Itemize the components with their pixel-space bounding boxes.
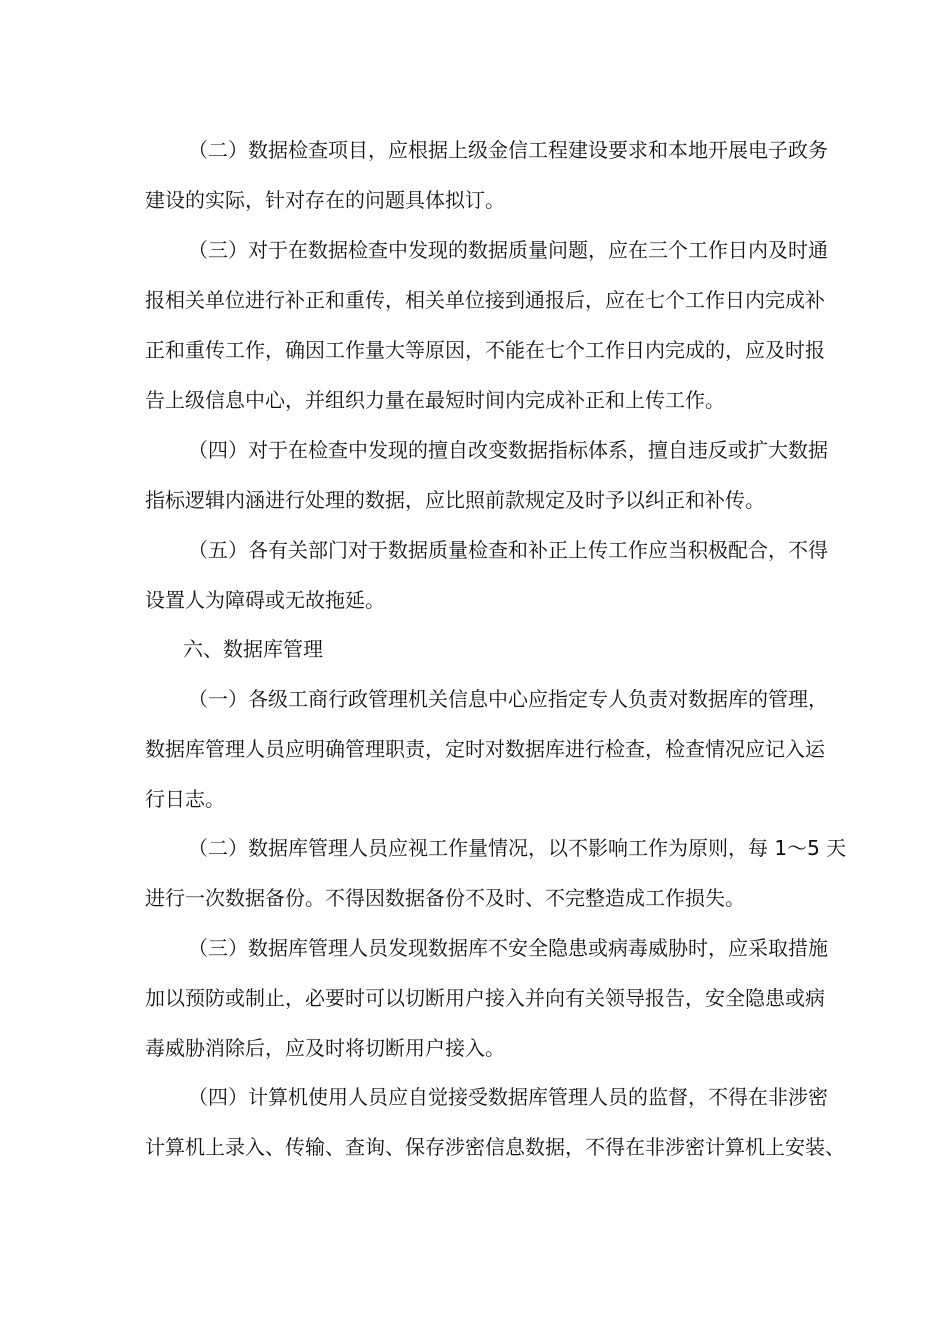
db-paragraph-1-line-3: 行日志。 <box>145 787 225 811</box>
paragraph-3-line-3: 正和重传工作，确因工作量大等原因，不能在七个工作日内完成的，应及时报 <box>145 338 825 362</box>
paragraph-5-line-2: 设置人为障碍或无故拖延。 <box>145 588 385 612</box>
paragraph-3-line-1: （三）对于在数据检查中发现的数据质量问题，应在三个工作日内及时通 <box>188 238 828 262</box>
paragraph-4-line-2: 指标逻辑内涵进行处理的数据，应比照前款规定及时予以纠正和补传。 <box>145 488 765 512</box>
db-paragraph-1-line-1: （一）各级工商行政管理机关信息中心应指定专人负责对数据库的管理， <box>188 687 828 711</box>
paragraph-3-line-2: 报相关单位进行补正和重传，相关单位接到通报后，应在七个工作日内完成补 <box>145 288 825 312</box>
db-paragraph-3-line-2: 加以预防或制止，必要时可以切断用户接入并向有关领导报告，安全隐患或病 <box>145 986 825 1010</box>
paragraph-3-line-4: 告上级信息中心，并组织力量在最短时间内完成补正和上传工作。 <box>145 388 725 412</box>
section-heading-database-management: 六、数据库管理 <box>183 637 323 661</box>
db-paragraph-4-line-2: 计算机上录入、传输、查询、保存涉密信息数据，不得在非涉密计算机上安装、 <box>145 1135 845 1159</box>
db-paragraph-3-line-3: 毒威胁消除后，应及时将切断用户接入。 <box>145 1036 505 1060</box>
db-paragraph-2-line-1: （二）数据库管理人员应视工作量情况，以不影响工作为原则，每 1～5 天 <box>188 836 847 860</box>
paragraph-2-line-2: 建设的实际，针对存在的问题具体拟订。 <box>145 188 505 212</box>
paragraph-5-line-1: （五）各有关部门对于数据质量检查和补正上传工作应当积极配合，不得 <box>188 538 828 562</box>
paragraph-4-line-1: （四）对于在检查中发现的擅自改变数据指标体系，擅自违反或扩大数据 <box>188 438 828 462</box>
db-paragraph-3-line-1: （三）数据库管理人员发现数据库不安全隐患或病毒威胁时，应采取措施 <box>188 936 828 960</box>
paragraph-2-line-1: （二）数据检查项目，应根据上级金信工程建设要求和本地开展电子政务 <box>188 138 828 162</box>
db-paragraph-2-line-2: 进行一次数据备份。不得因数据备份不及时、不完整造成工作损失。 <box>145 886 745 910</box>
db-paragraph-4-line-1: （四）计算机使用人员应自觉接受数据库管理人员的监督，不得在非涉密 <box>188 1085 828 1109</box>
db-paragraph-1-line-2: 数据库管理人员应明确管理职责，定时对数据库进行检查，检查情况应记入运 <box>145 737 825 761</box>
